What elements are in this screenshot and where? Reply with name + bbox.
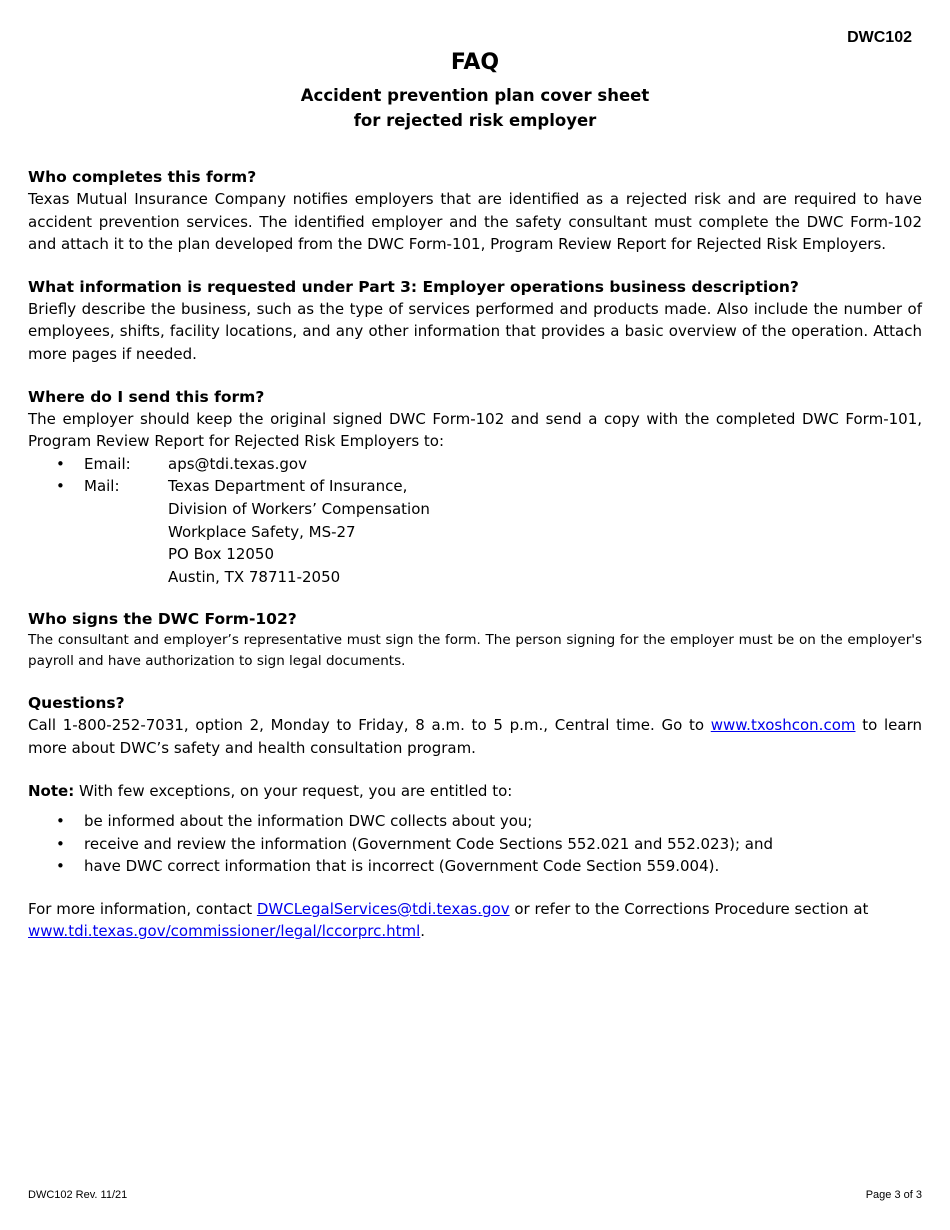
- note-text: With few exceptions, on your request, you are entitled to:: [78, 781, 513, 800]
- corrections-procedure-link[interactable]: www.tdi.texas.gov/commissioner/legal/lccorprc.html: [28, 922, 421, 941]
- subtitle-line-2: for rejected risk employer: [353, 111, 597, 130]
- faq-part3: [28, 276, 922, 366]
- answer-text: Briefly describe the business, such as the type of services performed and products made. Also include the number of employees, shifts, facility locations, and any other information that provides a basic overview of the operation. Attach more pages if needed.: [28, 299, 922, 363]
- list-item: [28, 855, 922, 878]
- address-line: Workplace Safety, MS-27: [168, 522, 356, 541]
- list-item-text: be informed about the information DWC collects about you;: [84, 812, 533, 831]
- bullet-icon: •: [56, 477, 65, 496]
- bullet-icon: •: [56, 812, 65, 831]
- question-heading: Where do I send this form?: [28, 387, 265, 406]
- answer-text: [28, 714, 922, 759]
- faq-where-send: [28, 386, 922, 589]
- address-line: PO Box 12050: [168, 545, 274, 564]
- answer-text: The consultant and employer’s representative must sign the form. The person signing for the employer must be on the employer's payroll and have authorization to sign legal documents.: [28, 632, 922, 670]
- email-address: aps@tdi.texas.gov: [168, 454, 307, 473]
- mailing-address: [168, 475, 430, 588]
- question-heading: Questions?: [28, 694, 125, 713]
- more-info-before: For more information, contact: [28, 899, 253, 918]
- list-item: [28, 810, 922, 833]
- answer-text: Texas Mutual Insurance Company notifies employers that are identified as a rejected risk and are required to have accident prevention services. The identified employer and the safety consultant must complete the DWC Form-102 and attach it to the plan developed from the DWC Form-101, Program Review Report for Rejected Risk Employers.: [28, 190, 922, 254]
- bullet-icon: •: [56, 834, 65, 853]
- note-label: Note:: [28, 781, 75, 800]
- list-item: [28, 833, 922, 856]
- more-info-after: .: [420, 922, 426, 941]
- list-item-mail: [28, 475, 922, 588]
- email-label: Email:: [84, 454, 131, 473]
- send-options-list: [28, 453, 922, 589]
- footer-page-number: Page 3 of 3: [865, 1189, 922, 1201]
- more-info-section: [28, 898, 922, 943]
- question-heading: Who completes this form?: [28, 168, 257, 186]
- mail-label: Mail:: [84, 477, 120, 496]
- legal-services-email-link[interactable]: DWCLegalServices@tdi.texas.gov: [256, 899, 510, 918]
- note-section: [28, 780, 922, 878]
- answer-text-after: to learn more about DWC’s safety and health consultation program.: [28, 716, 922, 757]
- page-subtitle: [28, 83, 922, 133]
- answer-text: The employer should keep the original signed DWC Form-102 and send a copy with the completed DWC Form-101, Program Review Report for Rejected Risk Employers to:: [28, 409, 922, 451]
- faq-who-signs: [28, 608, 922, 672]
- rights-list: [28, 810, 922, 878]
- form-id: DWC102: [847, 29, 912, 46]
- more-info-middle: or refer to the Corrections Procedure section at: [514, 899, 869, 918]
- answer-text-before: Call 1-800-252-7031, option 2, Monday to Friday, 8 a.m. to 5 p.m., Central time. Go to: [28, 716, 705, 735]
- list-item-text: have DWC correct information that is incorrect (Government Code Section 559.004).: [84, 857, 720, 876]
- list-item-text: receive and review the information (Government Code Sections 552.021 and 552.023); and: [84, 834, 774, 853]
- document-page: [28, 0, 922, 1230]
- subtitle-line-1: Accident prevention plan cover sheet: [300, 86, 650, 105]
- txoshcon-link[interactable]: www.txoshcon.com: [710, 716, 856, 735]
- faq-content: [28, 166, 922, 963]
- address-line: Austin, TX 78711-2050: [168, 567, 341, 586]
- question-heading: What information is requested under Part 3: Employer operations business description?: [28, 277, 799, 296]
- footer-revision: DWC102 Rev. 11/21: [28, 1189, 128, 1201]
- question-heading: Who signs the DWC Form-102?: [28, 610, 297, 629]
- bullet-icon: •: [56, 454, 65, 473]
- faq-who-completes: [28, 166, 922, 256]
- list-item-email: [28, 453, 922, 476]
- more-info-text: [28, 898, 922, 943]
- address-line: Division of Workers’ Compensation: [168, 499, 430, 518]
- page-title: FAQ: [450, 50, 500, 75]
- address-line: Texas Department of Insurance,: [168, 477, 408, 496]
- note-intro: [28, 780, 922, 803]
- bullet-icon: •: [56, 857, 65, 876]
- faq-questions: [28, 692, 922, 759]
